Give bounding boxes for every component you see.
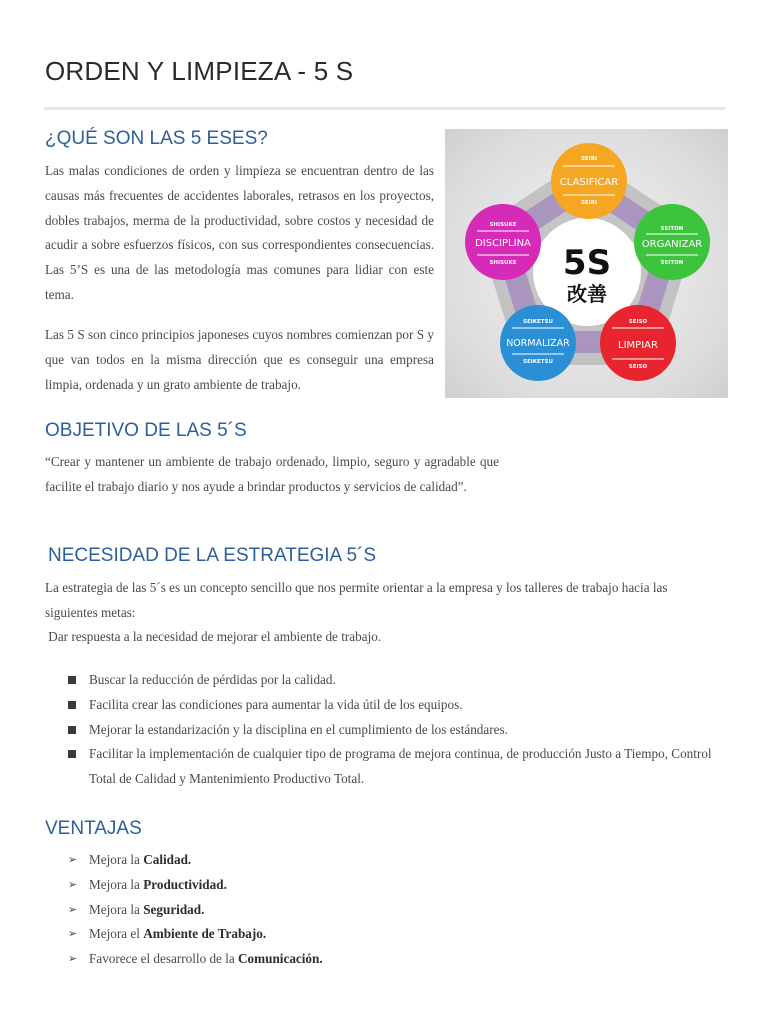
- svg-text:SEISO: SEISO: [628, 364, 648, 370]
- square-bullet-icon: [68, 701, 76, 709]
- paragraph-objetivo: “Crear y mantener un ambiente de trabajo ordenado, limpio, seguro y agradable que facilite el trabajo diario y nos ayude a brindar productos y servicios de calidad”.: [45, 454, 499, 494]
- svg-text:SEIKETSU: SEIKETSU: [523, 319, 553, 325]
- center-kaizen-text: 改善: [567, 282, 607, 306]
- paragraph-necesidad-2: Dar respuesta a la necesidad de mejorar el ambiente de trabajo.: [45, 629, 382, 644]
- list-item: ➢ Mejora la Calidad.: [68, 848, 568, 873]
- svg-text:SEIKETSU: SEIKETSU: [523, 359, 553, 365]
- circle-limpiar: [600, 305, 676, 381]
- svg-text:SHISUKE: SHISUKE: [489, 222, 517, 228]
- list-item: Facilitar la implementación de cualquier tipo de programa de mejora continua, de producción Justo a Tiempo, Control Total de Calidad y Mantenimiento Productivo Total.: [68, 742, 713, 792]
- title-divider: [44, 107, 725, 110]
- page-title: ORDEN Y LIMPIEZA - 5 S: [45, 56, 354, 86]
- svg-text:SEITON: SEITON: [660, 226, 684, 232]
- circle-organizar: [634, 204, 710, 280]
- square-bullet-icon: [68, 676, 76, 684]
- section-heading-ventajas: VENTAJAS: [45, 818, 142, 839]
- arrow-bullet-icon: ➢: [68, 853, 78, 866]
- svg-text:SEITON: SEITON: [660, 260, 684, 266]
- 5s-diagram-image: [445, 129, 728, 398]
- list-item: ➢ Mejora la Productividad.: [68, 873, 568, 898]
- svg-text:SHISUKE: SHISUKE: [489, 260, 517, 266]
- list-item: Facilita crear las condiciones para aumentar la vida útil de los equipos.: [68, 693, 713, 718]
- svg-text:ORGANIZAR: ORGANIZAR: [641, 239, 703, 250]
- arrow-bullet-icon: ➢: [68, 952, 78, 966]
- circle-clasificar: [551, 143, 627, 219]
- list-item: Buscar la reducción de pérdidas por la calidad.: [68, 668, 713, 693]
- paragraph-necesidad-1: La estrategia de las 5´s es un concepto sencillo que nos permite orientar a la empresa y los talleres de trabajo hacia las siguientes metas:: [45, 580, 668, 620]
- circle-normalizar: [500, 305, 576, 381]
- center-5s-text: 5S: [562, 243, 612, 283]
- svg-text:CLASIFICAR: CLASIFICAR: [559, 177, 619, 188]
- 5s-diagram: [445, 129, 728, 398]
- arrow-bullet-icon: ➢: [68, 902, 78, 916]
- paragraph-que-son-2: Las 5 S son cinco principios japoneses cuyos nombres comienzan por S y que van todos en la misma dirección que es conseguir una empresa limpia, ordenada y un grato ambiente de trabajo.: [45, 327, 434, 392]
- list-item: ➢ Favorece el desarrollo de la Comunicación.: [68, 947, 568, 972]
- goals-list: [68, 668, 713, 792]
- square-bullet-icon: [68, 750, 76, 758]
- svg-text:SEIRI: SEIRI: [580, 200, 598, 206]
- list-item: ➢ Mejora el Ambiente de Trabajo.: [68, 922, 568, 947]
- section-heading-que-son: ¿QUÉ SON LAS 5 ESES?: [45, 128, 268, 149]
- svg-text:LIMPIAR: LIMPIAR: [618, 340, 658, 351]
- svg-text:NORMALIZAR: NORMALIZAR: [506, 338, 570, 349]
- list-item: Mejorar la estandarización y la disciplina en el cumplimiento de los estándares.: [68, 718, 713, 743]
- svg-text:SEISO: SEISO: [628, 319, 648, 325]
- arrow-bullet-icon: ➢: [68, 877, 78, 891]
- svg-text:DISCIPLINA: DISCIPLINA: [475, 238, 531, 249]
- arrow-bullet-icon: ➢: [68, 927, 78, 941]
- square-bullet-icon: [68, 726, 76, 734]
- paragraph-que-son-1: Las malas condiciones de orden y limpieza se encuentran dentro de las causas más frecuentes de accidentes laborales, retrasos en los proyectos, dobles trabajos, merma de la productividad, sobre costos y necesidad de acudir a sobre esfuerzos físicos, con sus correspondientes consecuencias. Las 5’S es una de las metodología mas comunes para lidiar con este tema.: [45, 163, 434, 302]
- section-heading-necesidad: NECESIDAD DE LA ESTRATEGIA 5´S: [48, 545, 377, 566]
- section-heading-objetivo: OBJETIVO DE LAS 5´S: [45, 420, 247, 441]
- circle-disciplina: [465, 204, 541, 280]
- advantages-list: [68, 848, 568, 972]
- list-item: ➢ Mejora la Seguridad.: [68, 898, 568, 923]
- svg-text:SEIRI: SEIRI: [580, 156, 598, 162]
